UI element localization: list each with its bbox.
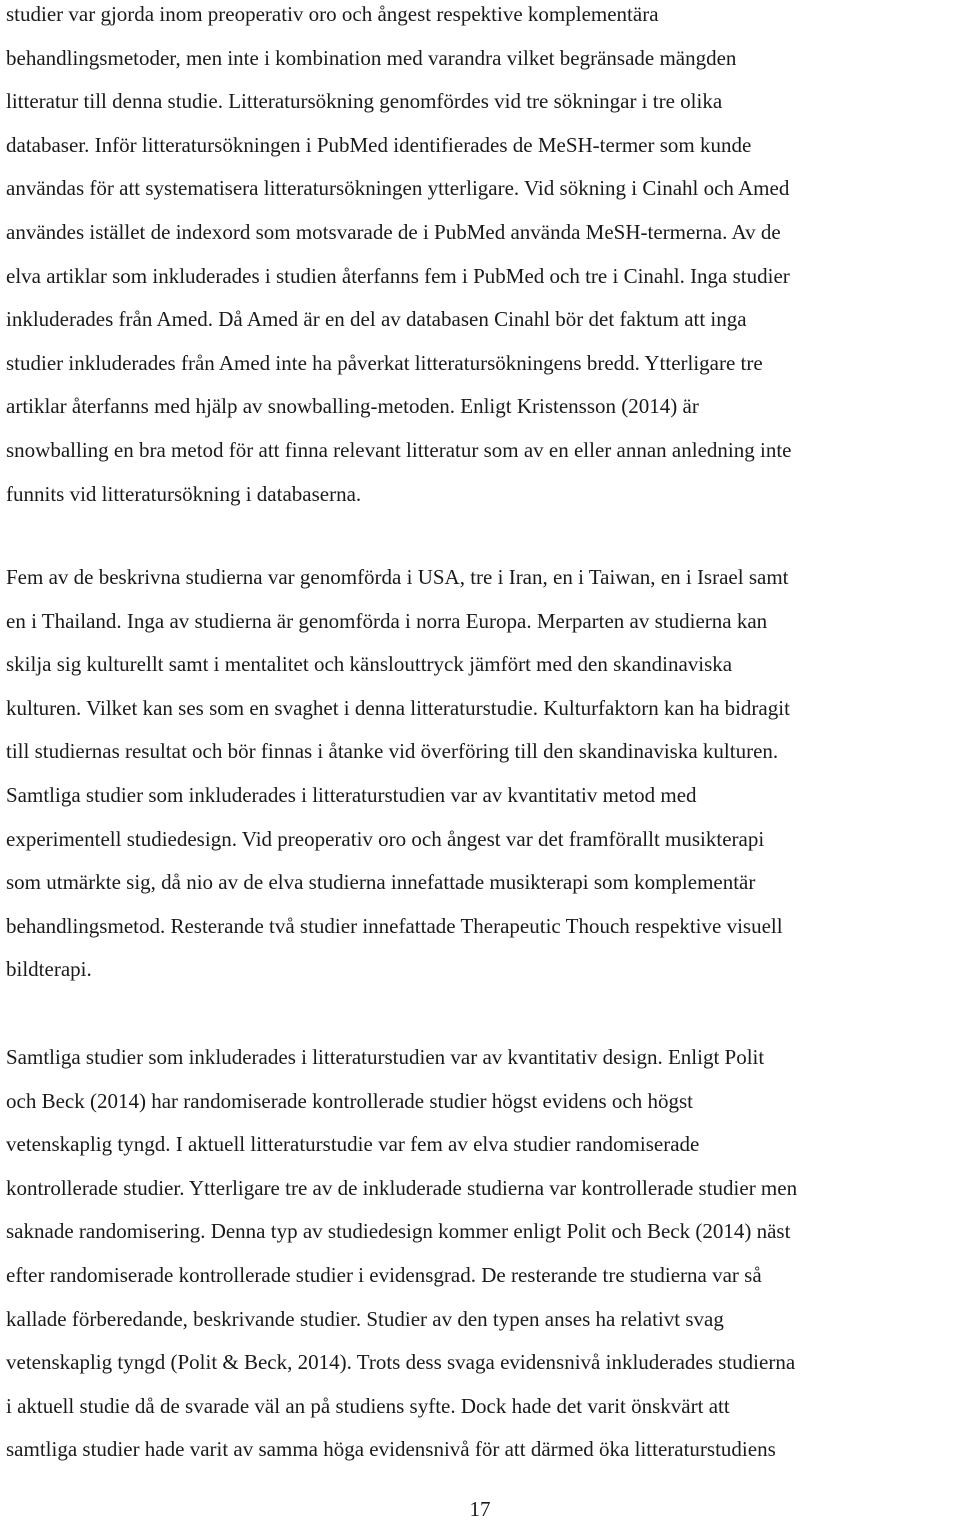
text-line: användas för att systematisera litteratursökningen ytterligare. Vid sökning i Cinahl och Amed	[6, 176, 790, 201]
text-line: som utmärkte sig, då nio av de elva studierna innefattade musikterapi som komplementär	[6, 870, 756, 895]
text-line: efter randomiserade kontrollerade studier i evidensgrad. De resterande tre studierna var så	[6, 1262, 762, 1287]
text-line: studier var gjorda inom preoperativ oro och ångest respektive komplementära	[6, 2, 659, 26]
text-line: elva artiklar som inkluderades i studien återfanns fem i PubMed och tre i Cinahl. Inga studier	[6, 263, 790, 288]
text-line: till studiernas resultat och bör finnas i åtanke vid överföring till den skandinaviska kulturen.	[6, 739, 779, 764]
text-line: inkluderades från Amed. Då Amed är en del av databasen Cinahl bör det faktum att inga	[6, 307, 747, 332]
text-line: kontrollerade studier. Ytterligare tre av de inkluderade studierna var kontrollerade studier men	[6, 1175, 798, 1200]
text-line: användes istället de indexord som motsvarade de i PubMed använda MeSH-termerna. Av de	[6, 219, 781, 244]
text-line: vetenskaplig tyngd (Polit & Beck, 2014). Trots dess svaga evidensnivå inkluderades studierna	[6, 1350, 796, 1375]
text-line: artiklar återfanns med hjälp av snowballing-metoden. Enligt Kristensson (2014) är	[6, 394, 699, 419]
text-line: i aktuell studie då de svarade väl an på studiens syfte. Dock hade det varit önskvärt att	[6, 1393, 730, 1418]
text-line: behandlingsmetod. Resterande två studier innefattade Therapeutic Thouch respektive visuell	[6, 913, 783, 938]
text-line: samtliga studier hade varit av samma höga evidensnivå för att därmed öka litteraturstudiens	[6, 1437, 776, 1462]
text-line: snowballing en bra metod för att finna relevant litteratur som av en eller annan anledning inte	[6, 437, 792, 462]
text-line: experimentell studiedesign. Vid preoperativ oro och ångest var det framförallt musikterapi	[6, 826, 765, 851]
text-line: kulturen. Vilket kan ses som en svaghet i denna litteraturstudie. Kulturfaktorn kan ha bidragit	[6, 695, 790, 720]
paragraph-literature-search	[6, 0, 791, 516]
text-line: saknade randomisering. Denna typ av studiedesign kommer enligt Polit och Beck (2014) näst	[6, 1219, 791, 1244]
text-line: Fem av de beskrivna studierna var genomförda i USA, tre i Iran, en i Taiwan, en i Israel samt	[6, 565, 789, 589]
text-line: behandlingsmetoder, men inte i kombination med varandra vilket begränsade mängden	[6, 45, 737, 70]
paragraph-study-design	[6, 1036, 797, 1472]
text-line: vetenskaplig tyngd. I aktuell litteraturstudie var fem av elva studier randomiserade	[6, 1132, 700, 1157]
text-line: litteratur till denna studie. Litteratursökning genomfördes vid tre sökningar i tre olika	[6, 89, 723, 114]
text-line: funnits vid litteratursökning i databaserna.	[6, 481, 362, 506]
page-number: 17	[469, 1497, 491, 1521]
text-line: och Beck (2014) har randomiserade kontrollerade studier högst evidens och högst	[6, 1088, 693, 1113]
text-line: bildterapi.	[6, 957, 92, 982]
text-line: Samtliga studier som inkluderades i litteraturstudien var av kvantitativ metod med	[6, 782, 697, 807]
text-line: studier inkluderades från Amed inte ha påverkat litteratursökningens bredd. Ytterligare tre	[6, 350, 763, 375]
text-line: Samtliga studier som inkluderades i litteraturstudien var av kvantitativ design. Enligt Polit	[6, 1045, 765, 1069]
text-line: skilja sig kulturellt samt i mentalitet och känslouttryck jämfört med den skandinaviska	[6, 652, 733, 677]
text-line: kallade förberedande, beskrivande studier. Studier av den typen anses ha relativt svag	[6, 1306, 724, 1331]
paragraph-study-origins	[6, 556, 790, 992]
text-line: databaser. Inför litteratursökningen i PubMed identifierades de MeSH-termer som kunde	[6, 132, 752, 157]
text-line: en i Thailand. Inga av studierna är genomförda i norra Europa. Merparten av studierna kan	[6, 608, 768, 633]
